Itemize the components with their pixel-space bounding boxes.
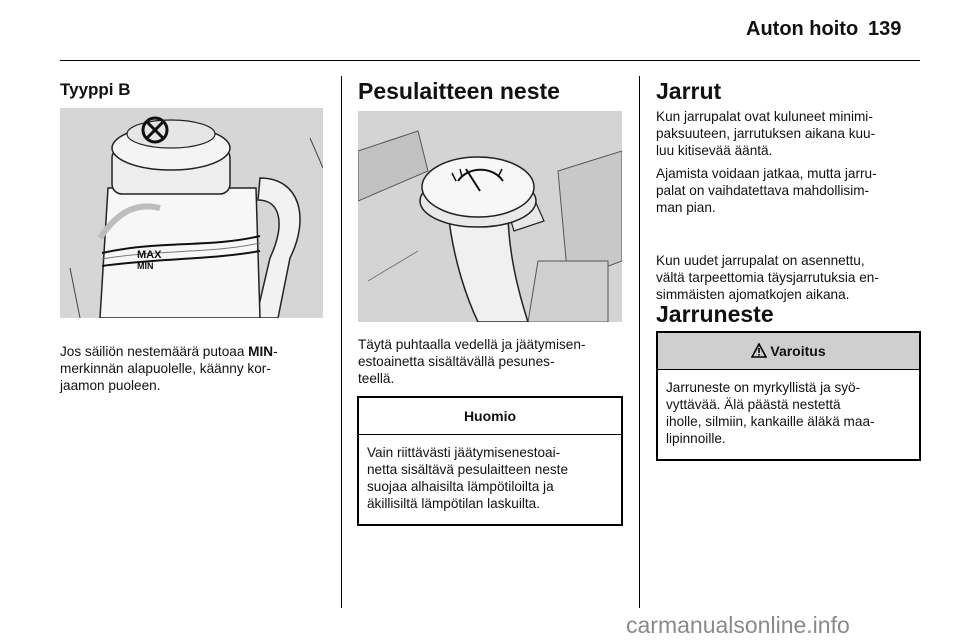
brakes-paragraph-1 [656,108,924,159]
para-line: palat on vaihdatettava mahdollisim- [656,183,870,198]
para-line: vältä tarpeettomia täysjarrutuksia en- [656,270,879,285]
warning-triangle-icon [751,343,767,358]
para-line: teellä. [358,371,395,386]
brakes-paragraph-2 [656,165,924,216]
tyyppi-b-paragraph [60,343,330,394]
para-line: luu kitisevää ääntä. [656,143,773,158]
warning-line: lipinnoille. [666,431,726,446]
warning-title: Varoitus [770,343,826,359]
para-line: estoainetta sisältävällä pesunes- [358,354,555,369]
para-line: man pian. [656,200,716,215]
page-number: 139 [868,18,902,40]
brakes-paragraph-3 [656,252,924,303]
washer-figure [358,111,622,322]
reservoir-illustration [60,108,323,318]
para-line: merkinnän alapuolelle, käänny kor- [60,361,271,376]
max-mark-label: MAX [137,249,162,261]
min-mark-label: MIN [137,261,154,271]
notice-line: äkillisiltä lämpötilan laskuilta. [367,496,541,511]
column-divider-1 [341,76,342,608]
notice-body [359,435,621,520]
para-line: Kun uudet jarrupalat on asennettu, [656,253,865,268]
min-emphasis: MIN [248,344,274,359]
warning-box [656,331,921,461]
washer-paragraph [358,336,628,387]
page-section-title: Auton hoito [746,18,859,40]
para-line: jaamon puoleen. [60,378,161,393]
notice-line: suojaa alhaisilta lämpötiloilta ja [367,479,554,494]
warning-line: iholle, silmiin, kankaille äläkä maa- [666,414,875,429]
tyyppi-b-heading: Tyyppi B [60,80,131,99]
site-watermark: carmanualsonline.info [626,612,850,638]
para-line: simmäisten ajomatkojen aikana. [656,287,850,302]
brake-fluid-heading: Jarruneste [656,301,774,327]
column-divider-2 [639,76,640,608]
para-line: Ajamista voidaan jatkaa, mutta jarru- [656,166,877,181]
para-line: Täytä puhtaalla vedellä ja jäätymisen- [358,337,586,352]
notice-title: Huomio [359,398,621,435]
para-line: Kun jarrupalat ovat kuluneet minimi- [656,109,873,124]
warning-header [658,333,919,370]
notice-line: netta sisältävä pesulaitteen neste [367,462,569,477]
brakes-heading: Jarrut [656,78,722,104]
warning-line: Jarruneste on myrkyllistä ja syö- [666,380,861,395]
washer-illustration [358,111,622,322]
para-line: Jos säiliön nestemäärä putoaa MIN- [60,344,278,359]
header-rule [60,60,920,61]
notice-line: Vain riittävästi jäätymisenestoai- [367,445,561,460]
reservoir-figure [60,108,323,318]
para-line: paksuuteen, jarrutuksen aikana kuu- [656,126,876,141]
warning-line: vyttävää. Älä päästä nestettä [666,397,841,412]
washer-fluid-heading: Pesulaitteen neste [358,78,560,104]
notice-box [357,396,623,526]
warning-body [658,370,919,455]
